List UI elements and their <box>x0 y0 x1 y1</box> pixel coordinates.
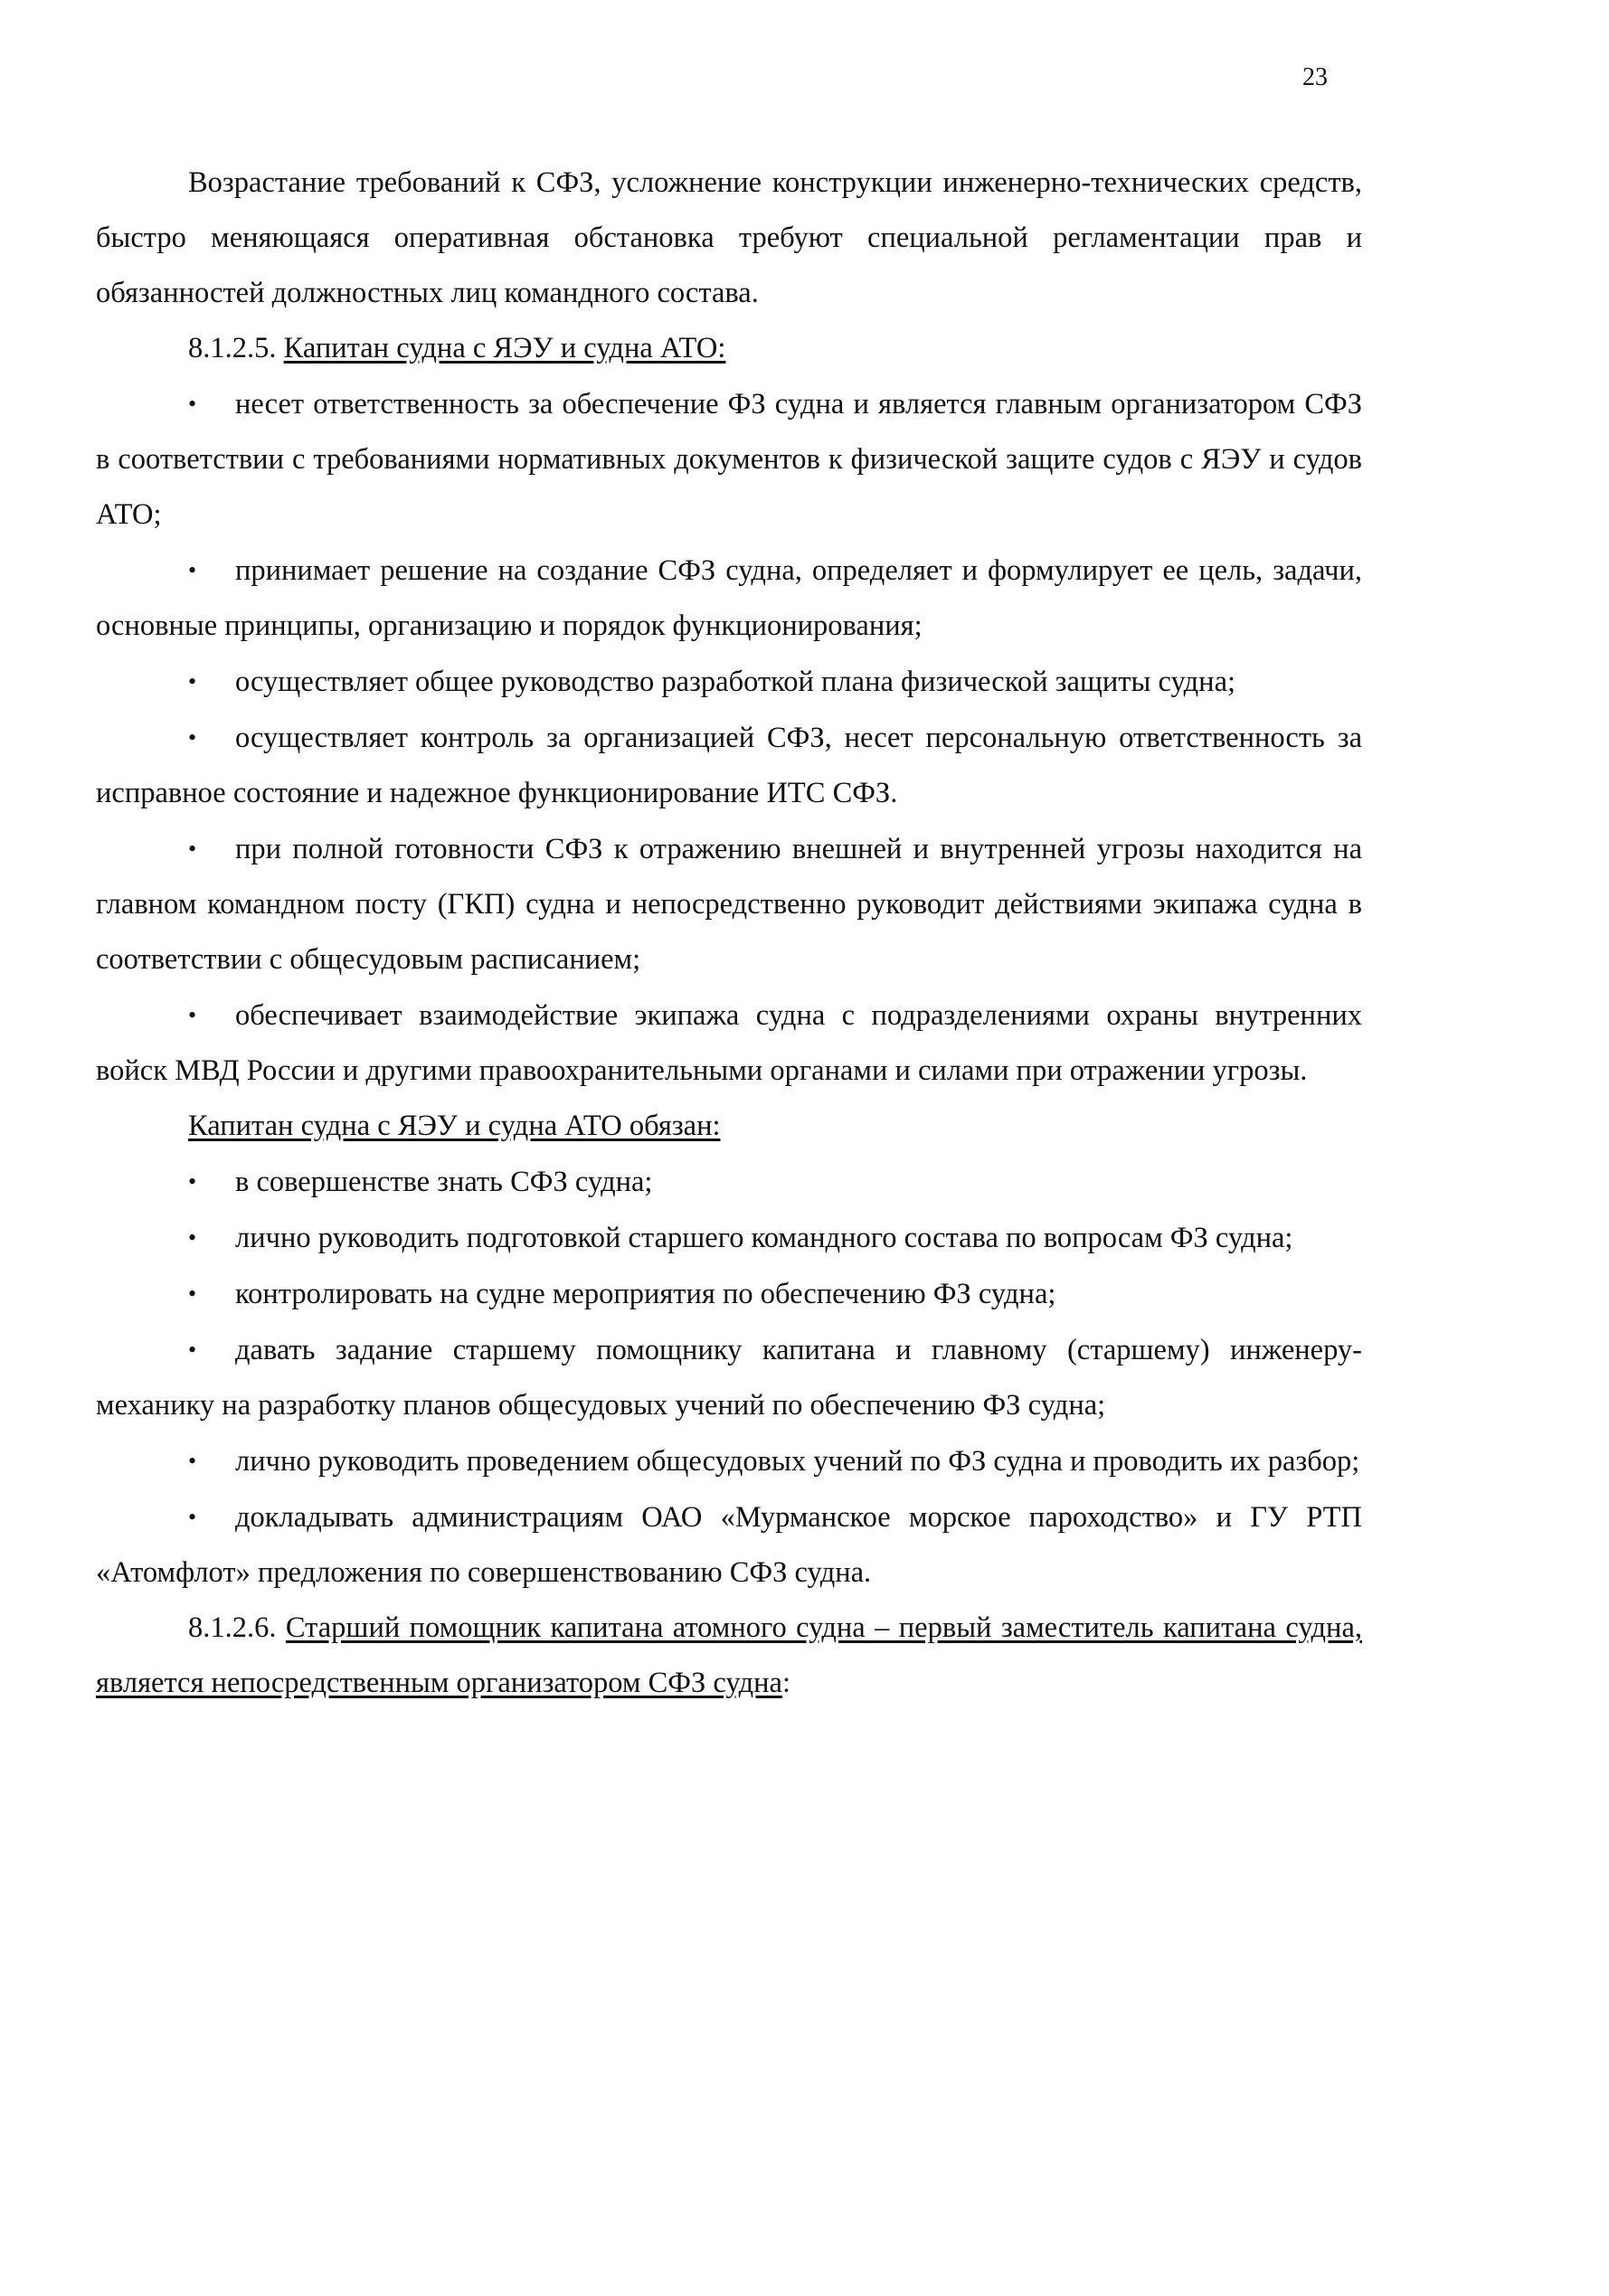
obligations-heading <box>96 1099 1362 1154</box>
bullet-icon: • <box>188 668 197 694</box>
list-item-text: обеспечивает взаимодействие экипажа судна с подразделениями охраны внутренних войск МВД России и другими правоохранительными органами и силами при отражении угрозы. <box>96 999 1362 1087</box>
bullet-icon: • <box>188 836 197 862</box>
section-8-1-2-5-heading <box>96 321 1362 376</box>
bullet-icon: • <box>188 1168 197 1195</box>
bullet-icon: • <box>188 1448 197 1474</box>
bullet-icon: • <box>188 1504 197 1530</box>
list-item <box>96 1489 1362 1601</box>
page-number: 23 <box>1302 63 1328 91</box>
list-item-text: лично руководить подготовкой старшего командного состава по вопросам ФЗ судна; <box>235 1222 1293 1254</box>
bullet-icon: • <box>188 1280 197 1307</box>
bullet-icon: • <box>188 724 197 751</box>
section-8-1-2-6-heading <box>96 1601 1362 1711</box>
list-item <box>96 1266 1362 1322</box>
bullet-icon: • <box>188 391 197 417</box>
list-item-text: контролировать на судне мероприятия по обеспечению ФЗ судна; <box>235 1278 1056 1310</box>
section-number: 8.1.2.5. <box>188 332 284 364</box>
list-item <box>96 1210 1362 1266</box>
list-item <box>96 1322 1362 1433</box>
list-item <box>96 987 1362 1099</box>
list-item-text: лично руководить проведением общесудовых учений по ФЗ судна и проводить их разбор; <box>235 1445 1360 1478</box>
section-number: 8.1.2.6. <box>188 1611 286 1644</box>
list-item-text: давать задание старшему помощнику капитана и главному (старшему) инженеру-механику на разработку планов общесудовых учений по обеспечению ФЗ судна; <box>96 1334 1362 1422</box>
list-item <box>96 543 1362 654</box>
section-title-tail: : <box>781 1667 790 1699</box>
bullet-icon: • <box>188 557 197 583</box>
list-item-text: осуществляет контроль за организацией СФЗ, несет персональную ответственность за исправное состояние и надежное функционирование ИТС СФЗ. <box>96 722 1362 809</box>
obligations-title: Капитан судна с ЯЭУ и судна АТО обязан: <box>188 1110 721 1142</box>
bullet-icon: • <box>188 1337 197 1363</box>
list-item-text: в совершенстве знать СФЗ судна; <box>235 1166 653 1198</box>
list-item <box>96 376 1362 543</box>
bullet-icon: • <box>188 1002 197 1028</box>
section-title: Капитан судна с ЯЭУ и судна АТО: <box>283 332 726 364</box>
list-item <box>96 710 1362 821</box>
list-item-text: несет ответственность за обеспечение ФЗ судна и является главным организатором СФЗ в соответствии с требованиями нормативных документов к физической защите судов с ЯЭУ и судов АТО; <box>96 388 1362 531</box>
page-content <box>96 156 1362 1711</box>
list-item <box>96 821 1362 987</box>
list-item-text: при полной готовности СФЗ к отражению внешней и внутренней угрозы находится на главном командном посту (ГКП) судна и непосредственно руководит действиями экипажа судна в соответствии с общесудовым расписанием; <box>96 833 1362 976</box>
list-item <box>96 1433 1362 1489</box>
intro-paragraph: Возрастание требований к СФЗ, усложнение конструкции инженерно-технических средств, быстро меняющаяся оперативная обстановка требуют специальной регламентации прав и обязанностей должностных лиц командного состава. <box>96 166 1362 309</box>
bullet-icon: • <box>188 1224 197 1251</box>
section-title: Старший помощник капитана атомного судна – первый заместитель капитана судна, является непосредственным организатором СФЗ судна <box>96 1611 1362 1699</box>
list-item-text: докладывать администрациям ОАО «Мурманское морское пароходство» и ГУ РТП «Атомфлот» предложения по совершенствованию СФЗ судна. <box>96 1501 1362 1589</box>
list-item <box>96 1154 1362 1210</box>
list-item-text: осуществляет общее руководство разработкой плана физической защиты судна; <box>235 666 1236 698</box>
list-item-text: принимает решение на создание СФЗ судна, определяет и формулирует ее цель, задачи, основные принципы, организацию и порядок функционирования; <box>96 554 1362 642</box>
list-item <box>96 654 1362 710</box>
